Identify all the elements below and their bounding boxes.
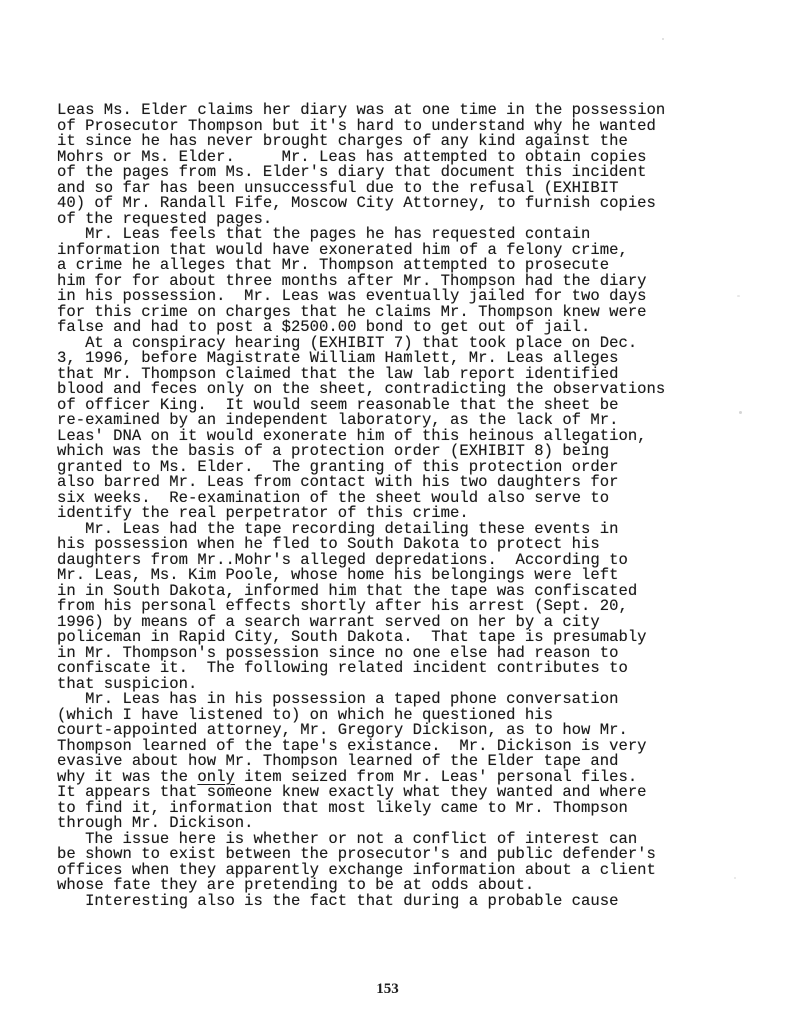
text-line: it since he has never brought charges of any kind against the xyxy=(57,132,628,150)
text-line: 1996) by means of a search warrant served on her by a city xyxy=(57,612,600,631)
paragraph xyxy=(57,519,665,693)
text-line: be shown to exist between the prosecutor's and public defender's xyxy=(57,845,656,863)
text-line: evasive about how Mr. Thompson learned of the Elder tape and xyxy=(57,752,619,770)
text-line: in his possession. Mr. Leas was eventually jailed for two days xyxy=(57,287,647,305)
text-line: blood and feces only on the sheet, contradicting the observations xyxy=(57,380,666,398)
text-line: of the requested pages. xyxy=(57,209,273,228)
text-line: a crime he alleges that Mr. Thompson attempted to prosecute xyxy=(57,256,610,274)
text-line: Mr. Leas had the tape recording detailing these events in xyxy=(57,519,619,538)
text-line: identify the real perpetrator of this crime. xyxy=(57,504,469,522)
text-line: 40) of Mr. Randall Fife, Moscow City Attorney, to furnish copies xyxy=(57,194,656,212)
text-line: for this crime on charges that he claims Mr. Thompson knew were xyxy=(57,302,647,321)
underlined-word: only xyxy=(197,767,235,786)
text-line: whose fate they are pretending to be at odds about. xyxy=(57,876,535,894)
paragraph xyxy=(57,333,666,522)
text-line: also barred Mr. Leas from contact with his two daughters for xyxy=(57,473,619,491)
scan-speck xyxy=(734,877,736,879)
text-line: It appears that someone knew exactly what they wanted and where xyxy=(57,783,647,801)
text-line: (which I have listened to) on which he questioned his xyxy=(57,705,553,724)
paragraph xyxy=(57,227,665,336)
text-line: which was the basis of a protection order (EXHIBIT 8) being xyxy=(57,442,610,460)
text-line: that suspicion. xyxy=(57,674,198,693)
text-line: Thompson learned of the tape's existance. Mr. Dickison is very xyxy=(57,736,647,755)
text-line: information that would have exonerated him of a felony crime, xyxy=(57,240,628,259)
text-line: through Mr. Dickison. xyxy=(57,814,254,832)
paragraph xyxy=(57,891,665,910)
text-line: At a conspiracy hearing (EXHIBIT 7) that took place on Dec. xyxy=(57,333,638,352)
text-line: Mr. Leas, Ms. Kim Poole, whose home his belongings were left xyxy=(57,566,619,584)
text-line: granted to Ms. Elder. The granting of this protection order xyxy=(57,457,619,476)
text-line: Mr. Leas has in his possession a taped phone conversation xyxy=(57,690,619,708)
scan-speck xyxy=(739,411,742,414)
text-line: false and had to post a $2500.00 bond to get out of jail. xyxy=(57,318,591,336)
text-line: confiscate it. The following related incident contributes to xyxy=(57,659,628,677)
text-line: of the pages from Ms. Elder's diary that document this incident xyxy=(57,163,647,181)
text-line: him for for about three months after Mr. Thompson had the diary xyxy=(57,271,647,290)
document-body xyxy=(57,103,665,909)
text-line: 3, 1996, before Magistrate William Hamlett, Mr. Leas alleges xyxy=(57,349,619,367)
paragraph xyxy=(57,829,665,894)
text-line: his possession when he fled to South Dakota to protect his xyxy=(57,535,600,553)
text-line: that Mr. Thompson claimed that the law lab report identified xyxy=(57,364,619,383)
text-line: in Mr. Thompson's possession since no one else had reason to xyxy=(57,643,619,662)
text-line: six weeks. Re-examination of the sheet would also serve to xyxy=(57,488,610,507)
text-line: Mr. Leas feels that the pages he has requested contain xyxy=(57,225,591,243)
text-segment: item seized from Mr. Leas' personal files. xyxy=(234,767,638,786)
scan-speck xyxy=(662,38,664,40)
text-line: daughters from Mr..Mohr's alleged depredations. According to xyxy=(57,550,628,569)
text-line: and so far has been unsuccessful due to the refusal (EXHIBIT xyxy=(57,178,619,197)
page-number: 153 xyxy=(376,981,399,997)
text-line: Leas' DNA on it would exonerate him of this heinous allegation, xyxy=(57,426,647,445)
paragraph xyxy=(57,692,665,832)
paragraph xyxy=(57,103,665,227)
text-line: Leas Ms. Elder claims her diary was at one time in the possession xyxy=(57,101,666,119)
text-line: in in South Dakota, informed him that the tape was confiscated xyxy=(57,581,638,600)
text-line: policeman in Rapid City, South Dakota. That tape is presumably xyxy=(57,628,647,646)
text-line: of Prosecutor Thompson but it's hard to understand why he wanted xyxy=(57,116,656,135)
text-line: to find it, information that most likely came to Mr. Thompson xyxy=(57,798,628,817)
text-line: offices when they apparently exchange information about a client xyxy=(57,860,656,879)
scan-speck xyxy=(737,295,740,297)
text-line: of officer King. It would seem reasonable that the sheet be xyxy=(57,395,619,414)
text-line: Interesting also is the fact that during a probable cause xyxy=(57,891,619,910)
text-line: from his personal effects shortly after his arrest (Sept. 20, xyxy=(57,597,628,615)
text-line: The issue here is whether or not a conflict of interest can xyxy=(57,829,638,848)
text-line: re-examined by an independent laboratory, as the lack of Mr. xyxy=(57,411,619,429)
text-line: court-appointed attorney, Mr. Gregory Dickison, as to how Mr. xyxy=(57,721,628,739)
text-segment: why it was the xyxy=(57,767,198,786)
text-line: Mohrs or Ms. Elder. Mr. Leas has attempted to obtain copies xyxy=(57,147,647,166)
